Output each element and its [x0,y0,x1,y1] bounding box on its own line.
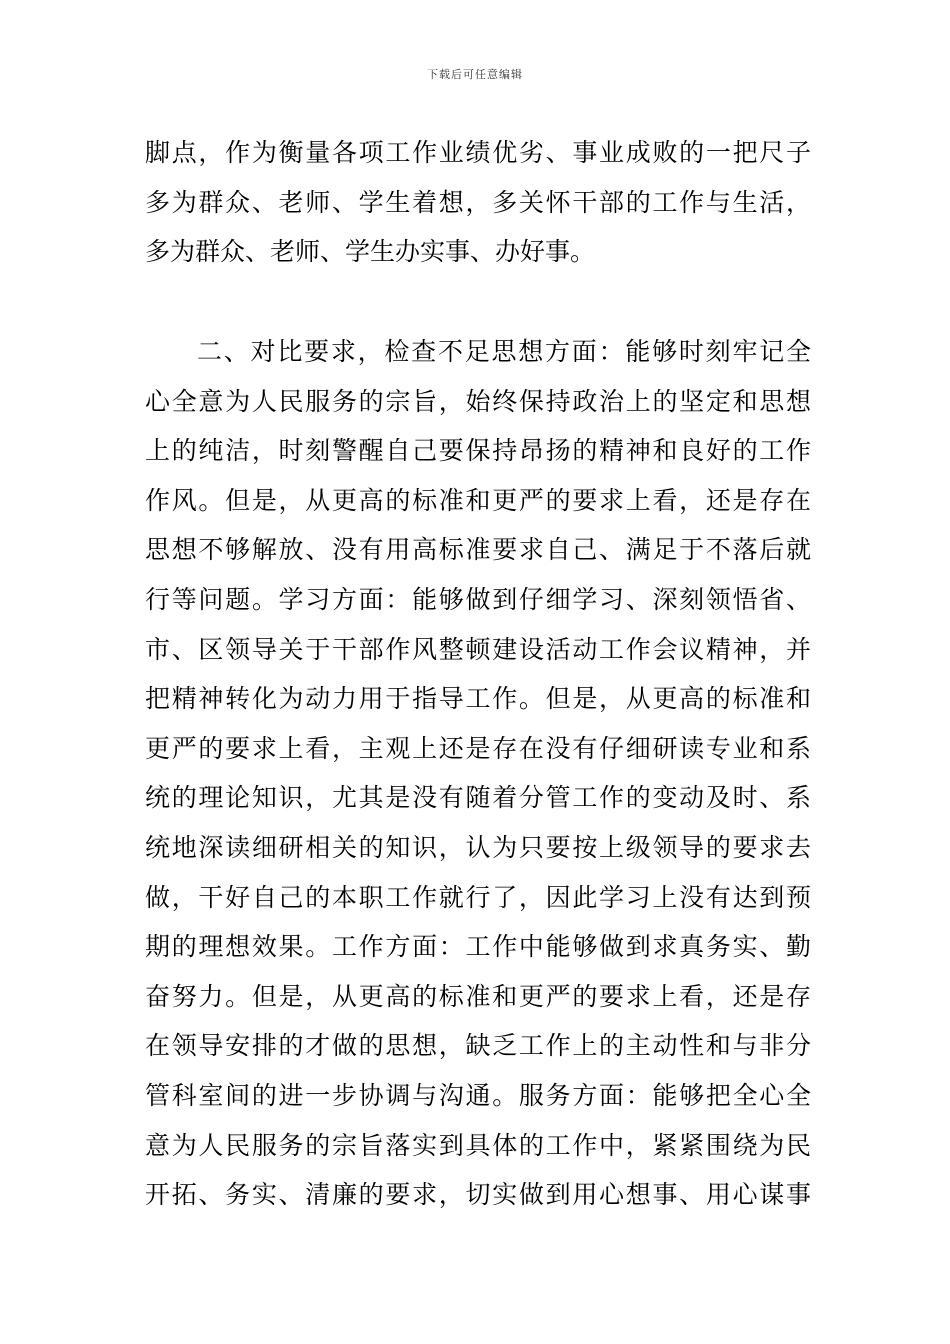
text-line: 上的纯洁，时刻警醒自己要保持昂扬的精神和良好的工作 [145,436,811,466]
text-line: 多为群众、老师、学生着想，多关怀干部的工作与生活， [145,187,811,217]
paragraph-1 [145,128,811,277]
text-line: 在领导安排的才做的思想，缺乏工作上的主动性和与非分 [145,1031,811,1061]
text-line: 做，干好自己的本职工作就行了，因此学习上没有达到预 [145,882,811,912]
text-line: 期的理想效果。工作方面：工作中能够做到求真务实、勤 [145,932,811,962]
text-line: 意为人民服务的宗旨落实到具体的工作中，紧紧围绕为民 [145,1130,811,1160]
paragraph-2 [145,327,811,1220]
text-line: 更严的要求上看，主观上还是存在没有仔细研读专业和系 [145,733,811,763]
text-line: 开拓、务实、清廉的要求，切实做到用心想事、用心谋事 [145,1180,811,1210]
text-line: 行等问题。学习方面：能够做到仔细学习、深刻领悟省、 [145,584,811,614]
text-line: 市、区领导关于干部作风整顿建设活动工作会议精神，并 [145,634,811,664]
text-line: 奋努力。但是，从更高的标准和更严的要求上看，还是存 [145,981,811,1011]
text-line: 作风。但是，从更高的标准和更严的要求上看，还是存在 [145,485,811,515]
text-line: 统地深读细研相关的知识，认为只要按上级领导的要求去 [145,832,811,862]
text-line: 多为群众、老师、学生办实事、办好事。 [145,237,596,267]
text-line: 思想不够解放、没有用高标准要求自己、满足于不落后就 [145,535,811,565]
text-line: 二、对比要求，检查不足思想方面：能够时刻牢记全 [197,337,811,366]
page-header-note: 下载后可任意编辑 [427,68,523,81]
text-line: 脚点，作为衡量各项工作业绩优劣、事业成败的一把尺子 [145,138,811,167]
text-line: 把精神转化为动力用于指导工作。但是，从更高的标准和 [145,684,811,714]
text-line: 管科室间的进一步协调与沟通。服务方面：能够把全心全 [145,1080,811,1110]
text-line: 心全意为人民服务的宗旨，始终保持政治上的坚定和思想 [145,386,811,416]
text-line: 统的理论知识，尤其是没有随着分管工作的变动及时、系 [145,783,811,813]
